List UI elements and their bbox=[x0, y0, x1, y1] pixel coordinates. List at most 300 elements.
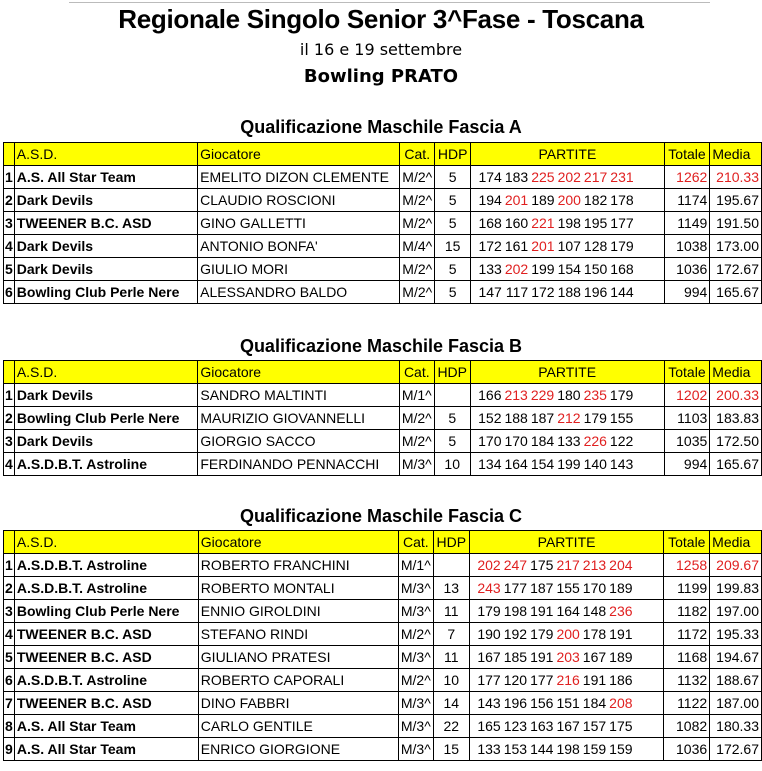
game-score-cell: 134 bbox=[470, 453, 504, 476]
game-score-cell: 151 bbox=[556, 692, 582, 715]
category-cell: M/2^ bbox=[400, 166, 435, 189]
table-row bbox=[4, 646, 762, 669]
section-title: Qualificazione Maschile Fascia C bbox=[239, 506, 523, 526]
game-spacer-cell bbox=[636, 407, 664, 430]
game-score-cell: 107 bbox=[558, 235, 584, 258]
header-asd: A.S.D. bbox=[14, 361, 198, 384]
player-cell: GIULIANO PRATESI bbox=[198, 646, 398, 669]
table-row bbox=[4, 258, 762, 281]
table-row bbox=[4, 669, 762, 692]
game-score-cell: 140 bbox=[584, 453, 610, 476]
game-score-cell: 229 bbox=[531, 384, 557, 407]
club-cell: A.S.D.B.T. Astroline bbox=[14, 577, 198, 600]
game-score-cell: 133 bbox=[469, 738, 504, 761]
game-score-cell: 155 bbox=[610, 407, 636, 430]
game-spacer-cell bbox=[636, 669, 664, 692]
average-cell: 191.50 bbox=[710, 212, 762, 235]
club-cell: Dark Devils bbox=[14, 258, 197, 281]
game-score-cell: 179 bbox=[469, 600, 504, 623]
header-hdp: HDP bbox=[434, 361, 470, 384]
player-cell: ENNIO GIROLDINI bbox=[198, 600, 398, 623]
header-hdp: HDP bbox=[433, 531, 469, 554]
player-cell: DINO FABBRI bbox=[198, 692, 398, 715]
table-row bbox=[4, 623, 762, 646]
player-cell: FERDINANDO PENNACCHI bbox=[198, 453, 399, 476]
table-row bbox=[4, 738, 762, 761]
game-score-cell: 123 bbox=[504, 715, 530, 738]
game-score-cell: 184 bbox=[583, 692, 609, 715]
game-spacer-cell bbox=[637, 235, 665, 258]
category-cell: M/2^ bbox=[398, 669, 433, 692]
section-title: Qualificazione Maschile Fascia B bbox=[239, 336, 523, 356]
game-score-cell: 204 bbox=[609, 554, 635, 577]
header-cat: Cat. bbox=[398, 531, 433, 554]
game-score-cell: 182 bbox=[584, 189, 610, 212]
category-cell: M/1^ bbox=[399, 384, 434, 407]
game-score-cell: 198 bbox=[556, 738, 582, 761]
table-header-row bbox=[4, 361, 762, 384]
category-cell: M/2^ bbox=[400, 281, 435, 304]
total-cell: 1172 bbox=[664, 623, 710, 646]
game-spacer-cell bbox=[636, 646, 664, 669]
header-pos bbox=[4, 361, 15, 384]
table-row bbox=[4, 554, 762, 577]
game-score-cell: 202 bbox=[558, 166, 584, 189]
category-cell: M/3^ bbox=[398, 577, 433, 600]
event-dates: il 16 e 19 settembre bbox=[299, 40, 463, 59]
game-score-cell: 183 bbox=[505, 166, 531, 189]
game-score-cell: 177 bbox=[530, 669, 556, 692]
game-score-cell: 152 bbox=[470, 407, 504, 430]
game-score-cell: 208 bbox=[609, 692, 635, 715]
player-cell: SANDRO MALTINTI bbox=[198, 384, 399, 407]
average-cell: 195.67 bbox=[710, 189, 762, 212]
title-rule bbox=[69, 2, 710, 3]
rank-cell: 6 bbox=[4, 281, 15, 304]
average-cell: 209.67 bbox=[710, 554, 762, 577]
handicap-cell: 5 bbox=[435, 212, 471, 235]
club-cell: Bowling Club Perle Nere bbox=[14, 600, 198, 623]
total-cell: 994 bbox=[664, 453, 710, 476]
game-score-cell: 199 bbox=[531, 258, 557, 281]
total-cell: 1182 bbox=[664, 600, 710, 623]
total-cell: 1132 bbox=[664, 669, 710, 692]
game-score-cell: 167 bbox=[556, 715, 582, 738]
handicap-cell: 22 bbox=[433, 715, 469, 738]
category-cell: M/3^ bbox=[398, 738, 433, 761]
club-cell: A.S.D.B.T. Astroline bbox=[14, 453, 198, 476]
header-avg: Media bbox=[710, 361, 762, 384]
average-cell: 172.67 bbox=[710, 738, 762, 761]
table-row bbox=[4, 715, 762, 738]
game-score-cell: 166 bbox=[470, 384, 504, 407]
handicap-cell: 15 bbox=[435, 235, 471, 258]
table-row bbox=[4, 166, 762, 189]
game-spacer-cell bbox=[636, 715, 664, 738]
average-cell: 183.83 bbox=[710, 407, 762, 430]
rank-cell: 4 bbox=[4, 453, 15, 476]
game-score-cell: 160 bbox=[505, 212, 531, 235]
game-score-cell: 201 bbox=[531, 235, 557, 258]
game-score-cell: 174 bbox=[471, 166, 505, 189]
game-score-cell: 168 bbox=[610, 258, 636, 281]
game-score-cell: 200 bbox=[556, 623, 582, 646]
total-cell: 1082 bbox=[664, 715, 710, 738]
game-score-cell: 155 bbox=[556, 577, 582, 600]
header-games: PARTITE bbox=[469, 531, 664, 554]
average-cell: 165.67 bbox=[710, 453, 762, 476]
game-score-cell: 196 bbox=[504, 692, 530, 715]
game-score-cell: 225 bbox=[531, 166, 557, 189]
player-cell: MAURIZIO GIOVANNELLI bbox=[198, 407, 399, 430]
handicap-cell: 11 bbox=[433, 646, 469, 669]
game-score-cell: 213 bbox=[583, 554, 609, 577]
rank-cell: 3 bbox=[4, 430, 15, 453]
game-score-cell: 189 bbox=[609, 646, 635, 669]
game-score-cell: 172 bbox=[531, 281, 557, 304]
header-player: Giocatore bbox=[198, 143, 400, 166]
header-avg: Media bbox=[710, 143, 762, 166]
results-table bbox=[3, 530, 762, 761]
game-score-cell: 188 bbox=[558, 281, 584, 304]
table-row bbox=[4, 235, 762, 258]
header-total: Totale bbox=[664, 531, 710, 554]
table-row bbox=[4, 600, 762, 623]
game-score-cell: 120 bbox=[504, 669, 530, 692]
category-cell: M/2^ bbox=[400, 189, 435, 212]
game-spacer-cell bbox=[636, 623, 664, 646]
game-score-cell: 170 bbox=[470, 430, 504, 453]
game-score-cell: 178 bbox=[583, 623, 609, 646]
game-score-cell: 170 bbox=[504, 430, 530, 453]
total-cell: 1262 bbox=[664, 166, 710, 189]
player-cell: CLAUDIO ROSCIONI bbox=[198, 189, 400, 212]
game-score-cell: 179 bbox=[530, 623, 556, 646]
game-spacer-cell bbox=[637, 281, 665, 304]
rank-cell: 1 bbox=[4, 554, 15, 577]
average-cell: 180.33 bbox=[710, 715, 762, 738]
total-cell: 1036 bbox=[664, 738, 710, 761]
club-cell: Dark Devils bbox=[14, 384, 198, 407]
rank-cell: 5 bbox=[4, 258, 15, 281]
game-score-cell: 177 bbox=[469, 669, 504, 692]
table-row bbox=[4, 281, 762, 304]
total-cell: 1035 bbox=[664, 430, 710, 453]
game-score-cell: 164 bbox=[556, 600, 582, 623]
game-score-cell: 133 bbox=[471, 258, 505, 281]
handicap-cell bbox=[433, 554, 469, 577]
average-cell: 172.67 bbox=[710, 258, 762, 281]
rank-cell: 2 bbox=[4, 189, 15, 212]
header-asd: A.S.D. bbox=[14, 143, 197, 166]
game-score-cell: 221 bbox=[531, 212, 557, 235]
header-asd: A.S.D. bbox=[14, 531, 198, 554]
header-player: Giocatore bbox=[198, 361, 399, 384]
game-score-cell: 191 bbox=[530, 646, 556, 669]
average-cell: 210.33 bbox=[710, 166, 762, 189]
game-score-cell: 180 bbox=[557, 384, 583, 407]
game-score-cell: 143 bbox=[469, 692, 504, 715]
category-cell: M/3^ bbox=[398, 715, 433, 738]
game-score-cell: 175 bbox=[530, 554, 556, 577]
club-cell: Dark Devils bbox=[14, 235, 197, 258]
player-cell: ENRICO GIORGIONE bbox=[198, 738, 398, 761]
category-cell: M/2^ bbox=[400, 212, 435, 235]
game-score-cell: 187 bbox=[530, 577, 556, 600]
handicap-cell: 5 bbox=[435, 166, 471, 189]
average-cell: 173.00 bbox=[710, 235, 762, 258]
player-cell: EMELITO DIZON CLEMENTE bbox=[198, 166, 400, 189]
game-spacer-cell bbox=[637, 258, 665, 281]
game-score-cell: 196 bbox=[584, 281, 610, 304]
club-cell: Bowling Club Perle Nere bbox=[14, 407, 198, 430]
game-score-cell: 236 bbox=[609, 600, 635, 623]
results-table bbox=[3, 142, 762, 304]
header-total: Totale bbox=[664, 361, 710, 384]
player-cell: GIORGIO SACCO bbox=[198, 430, 399, 453]
game-score-cell: 165 bbox=[469, 715, 504, 738]
game-spacer-cell bbox=[636, 554, 664, 577]
game-score-cell: 187 bbox=[531, 407, 557, 430]
game-spacer-cell bbox=[636, 738, 664, 761]
game-score-cell: 216 bbox=[556, 669, 582, 692]
rank-cell: 1 bbox=[4, 384, 15, 407]
game-score-cell: 159 bbox=[583, 738, 609, 761]
category-cell: M/2^ bbox=[399, 430, 434, 453]
category-cell: M/3^ bbox=[398, 692, 433, 715]
player-cell: GINO GALLETTI bbox=[198, 212, 400, 235]
table-row bbox=[4, 189, 762, 212]
game-score-cell: 226 bbox=[584, 430, 610, 453]
player-cell: ANTONIO BONFA' bbox=[198, 235, 400, 258]
total-cell: 1168 bbox=[664, 646, 710, 669]
game-score-cell: 150 bbox=[584, 258, 610, 281]
game-score-cell: 203 bbox=[556, 646, 582, 669]
player-cell: STEFANO RINDI bbox=[198, 623, 398, 646]
rank-cell: 9 bbox=[4, 738, 15, 761]
handicap-cell: 15 bbox=[433, 738, 469, 761]
player-cell: ROBERTO MONTALI bbox=[198, 577, 398, 600]
game-score-cell: 167 bbox=[469, 646, 504, 669]
total-cell: 1036 bbox=[664, 258, 710, 281]
game-score-cell: 190 bbox=[469, 623, 504, 646]
handicap-cell: 11 bbox=[433, 600, 469, 623]
table-row bbox=[4, 384, 762, 407]
average-cell: 195.33 bbox=[710, 623, 762, 646]
category-cell: M/4^ bbox=[400, 235, 435, 258]
header-pos bbox=[4, 531, 15, 554]
average-cell: 165.67 bbox=[710, 281, 762, 304]
page-title: Regionale Singolo Senior 3^Fase - Toscana bbox=[118, 4, 644, 34]
game-score-cell: 235 bbox=[584, 384, 610, 407]
handicap-cell: 14 bbox=[433, 692, 469, 715]
table-row bbox=[4, 692, 762, 715]
header-cat: Cat. bbox=[399, 361, 434, 384]
total-cell: 1174 bbox=[664, 189, 710, 212]
handicap-cell: 5 bbox=[435, 189, 471, 212]
rank-cell: 2 bbox=[4, 407, 15, 430]
game-score-cell: 156 bbox=[530, 692, 556, 715]
club-cell: TWEENER B.C. ASD bbox=[14, 646, 198, 669]
game-spacer-cell bbox=[636, 692, 664, 715]
game-score-cell: 178 bbox=[610, 189, 636, 212]
club-cell: TWEENER B.C. ASD bbox=[14, 692, 198, 715]
game-score-cell: 128 bbox=[584, 235, 610, 258]
game-spacer-cell bbox=[637, 189, 665, 212]
club-cell: Dark Devils bbox=[14, 189, 197, 212]
game-score-cell: 154 bbox=[531, 453, 557, 476]
game-score-cell: 189 bbox=[531, 189, 557, 212]
player-cell: GIULIO MORI bbox=[198, 258, 400, 281]
rank-cell: 3 bbox=[4, 212, 15, 235]
game-score-cell: 179 bbox=[610, 235, 636, 258]
game-score-cell: 143 bbox=[610, 453, 636, 476]
handicap-cell: 5 bbox=[435, 281, 471, 304]
game-score-cell: 144 bbox=[530, 738, 556, 761]
game-score-cell: 231 bbox=[610, 166, 636, 189]
game-score-cell: 179 bbox=[584, 407, 610, 430]
game-spacer-cell bbox=[636, 430, 664, 453]
category-cell: M/3^ bbox=[398, 600, 433, 623]
table-header-row bbox=[4, 143, 762, 166]
club-cell: Bowling Club Perle Nere bbox=[14, 281, 197, 304]
game-score-cell: 167 bbox=[583, 646, 609, 669]
game-score-cell: 201 bbox=[505, 189, 531, 212]
club-cell: A.S. All Star Team bbox=[14, 715, 198, 738]
game-score-cell: 191 bbox=[609, 623, 635, 646]
rank-cell: 8 bbox=[4, 715, 15, 738]
game-score-cell: 217 bbox=[556, 554, 582, 577]
game-score-cell: 154 bbox=[558, 258, 584, 281]
club-cell: A.S. All Star Team bbox=[14, 166, 197, 189]
game-score-cell: 147 bbox=[471, 281, 505, 304]
event-venue: Bowling PRATO bbox=[303, 66, 459, 87]
game-spacer-cell bbox=[636, 577, 664, 600]
game-score-cell: 157 bbox=[583, 715, 609, 738]
game-score-cell: 175 bbox=[609, 715, 635, 738]
handicap-cell: 5 bbox=[435, 258, 471, 281]
game-score-cell: 188 bbox=[504, 407, 530, 430]
club-cell: TWEENER B.C. ASD bbox=[14, 212, 197, 235]
game-score-cell: 117 bbox=[505, 281, 531, 304]
table-header-row bbox=[4, 531, 762, 554]
header-total: Totale bbox=[664, 143, 710, 166]
average-cell: 188.67 bbox=[710, 669, 762, 692]
game-score-cell: 217 bbox=[584, 166, 610, 189]
rank-cell: 2 bbox=[4, 577, 15, 600]
game-score-cell: 202 bbox=[469, 554, 504, 577]
category-cell: M/2^ bbox=[399, 407, 434, 430]
game-score-cell: 186 bbox=[609, 669, 635, 692]
header-hdp: HDP bbox=[435, 143, 471, 166]
club-cell: Dark Devils bbox=[14, 430, 198, 453]
rank-cell: 4 bbox=[4, 623, 15, 646]
header-cat: Cat. bbox=[400, 143, 435, 166]
club-cell: A.S.D.B.T. Astroline bbox=[14, 669, 198, 692]
header-player: Giocatore bbox=[198, 531, 398, 554]
handicap-cell: 10 bbox=[433, 669, 469, 692]
total-cell: 1149 bbox=[664, 212, 710, 235]
total-cell: 1258 bbox=[664, 554, 710, 577]
club-cell: TWEENER B.C. ASD bbox=[14, 623, 198, 646]
total-cell: 1038 bbox=[664, 235, 710, 258]
rank-cell: 7 bbox=[4, 692, 15, 715]
handicap-cell: 7 bbox=[433, 623, 469, 646]
category-cell: M/1^ bbox=[398, 554, 433, 577]
total-cell: 994 bbox=[664, 281, 710, 304]
header-games: PARTITE bbox=[471, 143, 665, 166]
game-score-cell: 177 bbox=[610, 212, 636, 235]
player-cell: CARLO GENTILE bbox=[198, 715, 398, 738]
total-cell: 1202 bbox=[664, 384, 710, 407]
category-cell: M/3^ bbox=[399, 453, 434, 476]
game-score-cell: 170 bbox=[583, 577, 609, 600]
player-cell: ROBERTO FRANCHINI bbox=[198, 554, 398, 577]
player-cell: ALESSANDRO BALDO bbox=[198, 281, 400, 304]
header-avg: Media bbox=[710, 531, 762, 554]
handicap-cell: 10 bbox=[434, 453, 470, 476]
total-cell: 1199 bbox=[664, 577, 710, 600]
game-score-cell: 194 bbox=[471, 189, 505, 212]
game-score-cell: 192 bbox=[504, 623, 530, 646]
player-cell: ROBERTO CAPORALI bbox=[198, 669, 398, 692]
game-spacer-cell bbox=[637, 212, 665, 235]
average-cell: 194.67 bbox=[710, 646, 762, 669]
game-score-cell: 247 bbox=[504, 554, 530, 577]
game-score-cell: 213 bbox=[504, 384, 530, 407]
rank-cell: 4 bbox=[4, 235, 15, 258]
section-title: Qualificazione Maschile Fascia A bbox=[240, 117, 522, 137]
handicap-cell bbox=[434, 384, 470, 407]
table-row bbox=[4, 577, 762, 600]
game-score-cell: 185 bbox=[504, 646, 530, 669]
category-cell: M/2^ bbox=[398, 623, 433, 646]
header-pos bbox=[4, 143, 15, 166]
game-score-cell: 122 bbox=[610, 430, 636, 453]
game-score-cell: 195 bbox=[584, 212, 610, 235]
average-cell: 197.00 bbox=[710, 600, 762, 623]
table-row bbox=[4, 407, 762, 430]
total-cell: 1103 bbox=[664, 407, 710, 430]
game-score-cell: 179 bbox=[610, 384, 636, 407]
game-spacer-cell bbox=[636, 453, 664, 476]
rank-cell: 1 bbox=[4, 166, 15, 189]
club-cell: A.S.D.B.T. Astroline bbox=[14, 554, 198, 577]
game-spacer-cell bbox=[636, 384, 664, 407]
game-score-cell: 172 bbox=[471, 235, 505, 258]
rank-cell: 6 bbox=[4, 669, 15, 692]
rank-cell: 5 bbox=[4, 646, 15, 669]
game-score-cell: 243 bbox=[469, 577, 504, 600]
header-games: PARTITE bbox=[470, 361, 664, 384]
game-score-cell: 163 bbox=[530, 715, 556, 738]
average-cell: 200.33 bbox=[710, 384, 762, 407]
total-cell: 1122 bbox=[664, 692, 710, 715]
rank-cell: 3 bbox=[4, 600, 15, 623]
table-row bbox=[4, 212, 762, 235]
game-score-cell: 200 bbox=[558, 189, 584, 212]
game-score-cell: 198 bbox=[558, 212, 584, 235]
game-spacer-cell bbox=[636, 600, 664, 623]
game-score-cell: 184 bbox=[531, 430, 557, 453]
game-score-cell: 198 bbox=[504, 600, 530, 623]
handicap-cell: 5 bbox=[434, 407, 470, 430]
game-score-cell: 133 bbox=[557, 430, 583, 453]
game-score-cell: 148 bbox=[583, 600, 609, 623]
game-score-cell: 144 bbox=[610, 281, 636, 304]
club-cell: A.S. All Star Team bbox=[14, 738, 198, 761]
game-score-cell: 189 bbox=[609, 577, 635, 600]
